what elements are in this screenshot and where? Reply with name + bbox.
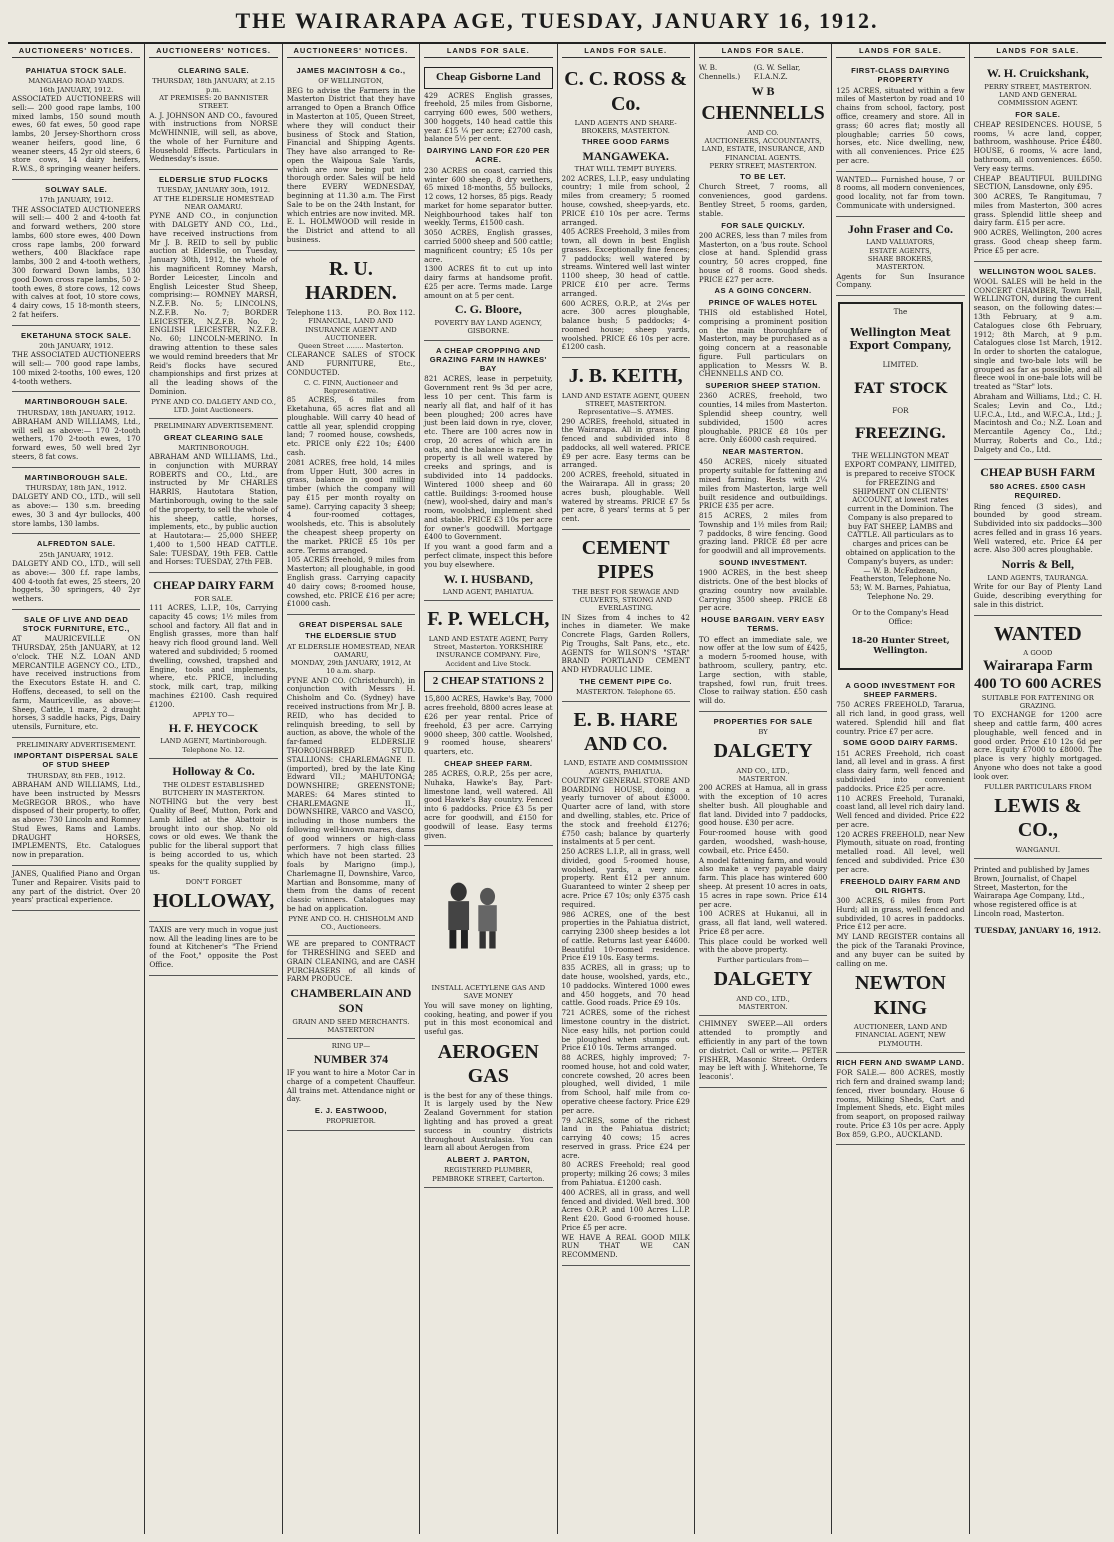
fraser-ad (836, 217, 964, 296)
ad-subtitle: SUPERIOR SHEEP STATION. (705, 381, 821, 391)
ad-body: TAXIS are very much in vogue just now. All the leading lines are to be found at Kitchener's "The Friend of the Foot," opposite the Post Office. (149, 924, 278, 969)
ad-subtitle: FOR SALE QUICKLY. (721, 220, 805, 230)
cruickshank-ad (974, 61, 1102, 261)
ad-place: AT THE ELDERSLIE HOMESTEAD NEAR OAMARU. (153, 194, 274, 212)
ad-subtitle: GRAIN AND SEED MERCHANTS. (292, 1017, 410, 1026)
ad-note: MY LAND REGISTER contains all the pick of the Taranaki Province, and any buyer can be suited by calling on me. (836, 932, 965, 968)
column-header: AUCTIONEERS' NOTICES. (149, 46, 277, 58)
ad-body: THE WELLINGTON MEAT EXPORT COMPANY, LIMITED, is prepared to receive STOCK for FREEZING and SHIPMENT ON CLIENTS' ACCOUNT, at lowest rates current in the Dominion. The Company is also prepared to buy FAT SHEEP, LAMBS and CATTLE. All particulars as to charges and prices can be obtained on application to the Company's buyers, as under:— W. B. McFadzean, Featherston, Telephone No. 53; W. M. Barnes, Pahiatua, Telephone No. 29. (844, 451, 957, 601)
column-header: AUCTIONEERS' NOTICES. (12, 46, 140, 58)
telephone: Telephone No. 12. (182, 745, 245, 754)
listing: 125 ACRES, situated within a few miles of Masterton by road and 10 chains from school, factory, post office, creamery and store. All in grass; 60 acres flat; mostly all ploughable; carries 50 cows, horses, etc. Nice dwelling, new, with all conveniences. Price £25 per acre. (836, 85, 965, 165)
ad-date: 17th JANUARY, 1912. (39, 196, 114, 205)
listing: 230 ACRES on coast, carried this winter 600 sheep, 8 dry wethers, 65 mixed 18-months, 55 bullocks, 12 cows, 12 horses, 85 pigs. Ready market for home separator butter. Neighbourhood takes half ton weekly. Terms, £1500 cash. (424, 165, 553, 228)
acres-range: 400 TO 600 ACRES (974, 676, 1102, 693)
alfredton-sale-ad (12, 534, 140, 609)
wanted-house-ad (836, 172, 964, 217)
ad-body: is the best for any of these things. It is largely used by the New Zealand Government for station lighting and has proved a great success in country districts throughout Australasia. You can learn all about Aerogen from (424, 1090, 553, 1153)
agent-place: WANGANUI. (1015, 845, 1060, 854)
furniture-sale-ad (12, 610, 140, 738)
pahiatua-stock-sale-ad (12, 61, 140, 180)
listing: 15,800 ACRES, Hawke's Bay, 7000 acres freehold, 8800 acres lease at £26 per year rental. Price of freehold, £3 per acre. Carrying 9000 sheep, 300 cattle. Woolshed, 9 roomed house, shearers' quarters, etc. (424, 694, 553, 757)
ad-place: AT ELDERSLIE HOMESTEAD, NEAR OAMARU, (286, 642, 416, 659)
ad-body: ABRAHAM AND WILLIAMS, Ltd., will sell as above:— 170 2-tooth wethers, 170 2-tooth ewes, 170 forward ewes, 50 well bred 2yr steers, 8 fat cows. (12, 416, 141, 461)
agent-sub: LAND VALUATORS, (866, 238, 935, 247)
listing: 835 ACRES, all in grass; up to date house, woolshed, yards, etc., 10 paddocks. Wintered 1000 ewes and 450 hoggets, and 70 head cattle. Good roads. Price £9 10s. (561, 963, 690, 1008)
ad-body: IF you want to hire a Motor Car in charge of a competent Chauffeur. All trains met. Attendance night or day. (286, 1067, 416, 1104)
gisborne-land-ad (424, 61, 552, 341)
head-office-address: 18-20 Hunter Street, Wellington. (851, 634, 950, 656)
ad-note: WE HAVE A REAL GOOD MILK RUN THAT WE CAN RECOMMEND. (561, 1232, 690, 1260)
listing: CHEAP RESIDENCES. HOUSE, 5 rooms, ¼ acre land, copper, bathroom, washhouse. Price £480. HOUSE, 6 rooms, ¼ acre land, bathroom, all conveniences. £650. Very easy terms. (973, 119, 1102, 173)
agent-initials: W B (751, 83, 775, 98)
listing: 750 ACRES FREEHOLD, Tararua, all rich land, in good grass, well watered. Splendid hill and flat country. Price £7 per acre. (836, 700, 965, 736)
ad-subtitle: FOR SALE. (194, 594, 233, 603)
chamberlain-ad (287, 936, 415, 1039)
ad-date: MONDAY, 29th JANUARY, 1912, At 10 a.m. sharp. (290, 659, 412, 676)
ad-body: 111 ACRES, L.I.P., 10s, Carrying capacity 45 cows; 1½ miles from school and factory. All flat and in English grasses, more than half heavy rich flood ground land. Well watered and subdivided; 5 roomed dwelling, cowshed, trapshed and Engine, tools and implements, where, etc. PRICE, including stock, milk cart, trap, milking machines £2100. Cash required £1200. (149, 603, 278, 709)
agent-name: W. H. Cruickshank, (986, 66, 1089, 81)
ad-rep: C. C. FINN, Auctioneer and Representative. (303, 378, 399, 396)
agent-sub: LAND AND ESTATE AGENT, Perry Street, Masterton. YORKSHIRE INSURANCE COMPANY. Fire, Accident and Live Stock. (428, 634, 548, 668)
ad-proprietor: PROPRIETOR. (325, 1117, 376, 1126)
ad-title: FIRST-CLASS DAIRYING PROPERTY (851, 66, 950, 85)
listing: 300 ACRES, 6 miles from Port Hurd; all in grass, well fenced and subdivided, 10 acres in paddocks. Price £12 per acre. (836, 896, 965, 932)
ad-body: DALGETY AND CO., LTD., will sell as above:— 300 f.f. rape lambs, 400 4-tooth fat ewes, 25 steers, 20 hoggets, 30 springers, 40 2yr wethers. (12, 558, 141, 604)
listing: 202 ACRES, L.I.P., easy undulating country; 1 mile from school, 2 miles from creamery; 5 roomed house, cowshed, sheep-yards, etc. PRICE £10 10s per acre. Terms arranged. (561, 173, 690, 227)
ad-place: AT PREMISES: 20 BANNISTER STREET. (159, 93, 268, 111)
freezing-heading: FREEZING. (854, 425, 947, 443)
fuller-label: FULLER PARTICULARS FROM (984, 782, 1092, 791)
masthead: THE WAIRARAPA AGE, TUESDAY, JANUARY 16, 1912. (8, 0, 1106, 44)
agent-co: AND CO. (747, 128, 779, 137)
partner-left: W. B. Chennells.) (698, 63, 741, 81)
ad-subtitle: THE BEST FOR SEWAGE AND CULVERTS, STRONG AND EVERLASTING. (572, 587, 679, 613)
ad-subtitle: FOR SALE. (1015, 109, 1061, 119)
agent-sub: SHARE BROKERS, (867, 254, 934, 263)
agent-name: LEWIS & CO., (994, 794, 1082, 842)
listing: 290 ACRES, freehold, situated in the Wairarapa. All in grass. Ring fenced and subdivided into 8 paddocks, all well watered. PRICE £9 per acre. Easy terms can be arranged. (561, 416, 690, 470)
ad-date: TUESDAY, JANUARY 30th, 1912. (157, 186, 271, 195)
agent-name: W. I. HUSBAND, (443, 571, 533, 586)
ad-body: WOOL SALES will be held in the CONCERT CHAMBER, Town Hall, WELLINGTON, during the current season, on the following dates:— 13th February, at 9 a.m. Catalogues close 6th February, 1912; 8th March, at 9 p.m. Catalogues close 1st March, 1912. In order to shorten the catalogue, single and two-bale lots will be grouped as far as possible, and all fleece wool in one-bale lots will be treated as "Star" lots. (973, 276, 1102, 392)
ad-title: CHEAP DAIRY FARM (153, 578, 275, 593)
listing: 1300 ACRES fit to cut up into dairy farms at handsome profit. £25 per acre. Terms made. Large amount on at 5 per cent. (424, 264, 553, 300)
ad-title: RICH FERN AND SWAMP LAND. (836, 1057, 965, 1067)
column-7 (832, 44, 969, 1534)
listing: 721 ACRES, some of the richest limestone country in the district. Nice easy hills, not portion could be ploughed when stumps out. Price £10 10s. Terms arranged. (561, 1008, 690, 1053)
listing: TO EXCHANGE for 1200 acre sheep and cattle farm, 400 acres ploughable, well fenced and in good order. Price £10 12s 6d per acre. Equity £7000 to £8000. The place is very highly mortgaged. Anyone who does not take a good look over. (973, 710, 1102, 781)
ad-date: 25th JANUARY, 1912. (39, 550, 114, 559)
holloway-butchery-ad (149, 759, 277, 922)
ad-subtitle: FINANCIAL, LAND AND INSURANCE AGENT AND AUCTIONEER. (305, 317, 397, 342)
listing: 2081 ACRES, free hold, 14 miles from Upper Hutt, 300 acres in grass, balance in good milling timber (which the company will pay £15 per month royalty on same). Carrying capacity 3 sheep; 4 four-roomed cottages, woolsheds, etc. This is absolutely the cheapest sheep property on the market. PRICE £5 10s per acre. Terms arranged. (286, 457, 416, 555)
illustration-caption: INSTALL ACETYLENE GAS AND SAVE MONEY (431, 984, 546, 1001)
ring-up: RING UP— (331, 1042, 371, 1051)
ad-body: PYNE AND CO. (Christchurch), in conjunction with Messrs H. Chisholm and Co. (Sydney) have received instructions from Mr J. B. REID, who has decided to relinquish breeding, to sell by auction, as above, the whole of the far-famed ELDERSLIE THOROUGHBRED STUD. STALLIONS: CHARLEMAGNE II. (imported), bred by the late King Edward VII.; MAHUTONGA; DOWNSHIRE; GREENSTONE; MARES: 64 Mares stinted to CHARLEMAGNE II., DOWNSHIRE, VARCO and VASCO, including in those numbers the following well-known mares, dams of good winners or high-class performers. 7 high class fillies which have not been started. 23 foals by Marigno (imp.), Charlemagne II, Downshire, Varco, Martian and Bonsomme, many of them from the dams of recent classic winners. Catalogues may be had on application. (286, 675, 416, 914)
agent-name: Norris & Bell, (1001, 557, 1074, 572)
ad-title: MARTINBOROUGH SALE. (24, 472, 128, 482)
hotel-name: PRINCE OF WALES HOTEL (708, 297, 818, 307)
listing: 1900 ACRES, in the best sheep districts. One of the best blocks of grazing country now available. Carrying 3500 sheep. PRICE £8 per acre. (698, 568, 828, 613)
partner-right: (G. W. Sellar, F.I.A.N.Z. (753, 63, 801, 81)
listing: A model fattening farm, and would also make a very payable dairy farm. This place has wintered 600 sheep. At present 10 acres in oats, 15 acres in rape sown. Price £14 per acre. (698, 855, 828, 909)
footer-date: TUESDAY, JANUARY 16, 1912. (974, 926, 1101, 935)
dairying-property-ad (836, 61, 964, 172)
imprint: Printed and published by James Brown, Journalist, of Chapel Street, Masterton, for the Wairarapa Age Company, Ltd., whose registered office is at Lincoln road, Masterton. (973, 865, 1090, 919)
taxis-ad (149, 922, 277, 976)
column-1 (8, 44, 145, 1534)
head-office-label: Or to the Company's Head Office: (852, 607, 949, 626)
po-box: P.O. Box 112. (367, 307, 416, 317)
ad-title: CHAMBERLAIN AND SON (290, 986, 412, 1015)
ad-title: ALFREDTON SALE. (36, 539, 116, 549)
column-4 (420, 44, 557, 1534)
listing: 88 ACRES, highly improved; 7-roomed house, hot and cold water, concrete cowshed, 20 acres been ploughed, well divided, 1 mile from School, half mile from co-operative cheese factory. Price £29 per acre. (561, 1053, 690, 1115)
ad-subtitle: HOUSE BARGAIN. VERY EASY TERMS. (701, 615, 825, 634)
agent-name: C. C. ROSS & Co. (564, 68, 688, 115)
ad-date: 16th JANUARY, 1912. (39, 85, 114, 94)
ad-title: GREAT CLEARING SALE (163, 432, 264, 442)
ad-title: SOLWAY SALE. (45, 184, 108, 194)
for-label: FOR (892, 405, 909, 415)
harden-ad (287, 251, 415, 615)
listing: 151 ACRES Freehold, rich coast land, all level and in grass. A first class dairy farm, well fenced and subdivided into convenient paddocks. Price £25 per acre. (836, 748, 965, 793)
apply-label: APPLY TO— (192, 710, 235, 719)
ad-subtitle: SOUND INVESTMENT. (718, 557, 808, 567)
agent-name: J. B. KEITH, (568, 365, 683, 388)
ad-subtitle: THE OLDEST ESTABLISHED BUTCHERY IN MASTERTON. (162, 780, 265, 797)
ad-name: E. J. EASTWOOD, (314, 1106, 387, 1116)
farm-heading: Wairarapa Farm (983, 658, 1093, 675)
ross-ad (562, 61, 690, 358)
bush-farm-ad (974, 460, 1102, 615)
ad-body: ASSOCIATED AUCTIONEERS will sell:— 200 good rape lambs, 100 mixed lambs, 150 sound mouth ewes, 60 fat ewes, 50 good rape lambs, 20 Jersey-Shorthorn cross weaner heifers, good line, 6 weaner steers, 45 2yr old steers, 6 store cows, 14 dairy heifers, R.W.S., 8 springing weaner heifers. (12, 93, 141, 174)
listing: TO effect an immediate sale, we now offer at the low sum of £425, a modern 5-roomed house, with bathroom, scullery, pantry, etc. Large section, with stable, trapshed, fowl run, fruit trees. Close to railway station. £50 cash will do. (698, 634, 828, 706)
ad-title: Holloway & Co. (172, 763, 255, 778)
agent-name: John Fraser and Co. (847, 221, 953, 236)
ad-body: CHIMNEY SWEEP.—All orders attended to promptly and efficiently in any part of the town or district. Call or write.— PETER FISHER, Masonic Street. Orders may be left with J. Whitehorne, Te Ieaconis'. (698, 1019, 828, 1082)
ad-title: CEMENT PIPES (581, 536, 670, 584)
listing: Ring fenced (3 sides), and bounded by good stream. Subdivided into six paddocks—300 acres felled and in grass 16 years. Well watered, etc. Price £4 per acre. Also 300 acres ploughable. (973, 501, 1102, 555)
agent-name: C. G. Bloore, (454, 302, 522, 317)
wanted-farm-ad (974, 616, 1102, 859)
listing: 400 ACRES, all in grass, and well fenced and divided. Well bred. 300 Acres O.R.P. and 100 Acres L.I.P. Rent £20. Good 6-roomed house. Price £5 per acre. (561, 1187, 690, 1232)
ad-subtitle: AS A GOING CONCERN. (714, 286, 812, 296)
listing: 2360 ACRES, freehold, two counties, 14 miles from Masterton. Splendid sheep country, well subdivided, 1500 acres ploughable. PRICE £8 10s per acre. Only £6000 cash required. (698, 391, 828, 445)
listing: 85 ACRES, 6 miles from Eketahuna, 65 acres flat and all ploughable. Will carry 40 head of cattle all year, splendid cropping land; 7 roomed house, cowsheds, etc. PRICE only £22 10s; £400 cash. (286, 395, 416, 458)
piano-tuner-ad (12, 866, 140, 911)
fern-swamp-ad (836, 1053, 964, 1146)
wellington-meat-export-ad (838, 302, 962, 670)
listing: 815 ACRES, 2 miles from Township and 1½ miles from Rail; 7 paddocks, 8 wire fencing. Good grazing land. PRICE £8 per acre for goodwill and all improvements. (698, 511, 828, 556)
ad-by: BY (758, 728, 768, 737)
dont-forget: DON'T FORGET (185, 878, 242, 887)
ad-note: Agents for Sun Insurance Company. (836, 271, 965, 290)
ad-subtitle: TO BE LET. (740, 172, 786, 182)
column-3 (283, 44, 420, 1534)
chennells-ad (699, 61, 827, 712)
listing: 200 ACRES at Hamua, all in grass with the exception of 10 acres shelter bush. All ploughable and flat land. Divided into 7 paddocks, good house. £30 per acre. (698, 783, 828, 828)
agent-name: E. B. HARE AND CO. (573, 708, 678, 755)
agent-sub: AUCTIONEER, LAND AND FINANCIAL AGENT, NEW PLYMOUTH. (853, 1023, 948, 1048)
listing: 429 ACRES English grasses, freehold, 25 miles from Gisborne, carrying 600 ewes, 500 wethers, 300 hoggets, 140 head cattle this year. £15 ¼ per acre; £2700 cash, balance 5½ per cent. (424, 90, 553, 144)
phone-number: NUMBER 374 (313, 1052, 389, 1067)
listing: 986 ACRES, one of the best properties in the Pahiatua district, carrying 2300 sheep besides a lot of cattle. Returns last year £4600. Beautiful 10-roomed residence. Price £19 10s. Easy terms. (561, 909, 690, 963)
wanted-heading: WANTED (993, 622, 1082, 645)
listing: THIS old established Hotel, comprising a prominent position on the main thoroughfare of Masterton, may be purchased as a going concern at a reasonable figure. Full particulars on application to Messrs W. B. CHENNELLS AND CO. (698, 307, 828, 379)
aerogen-illustration (424, 855, 540, 975)
partners-row (699, 64, 827, 82)
telephone: Telephone 113. (286, 307, 343, 317)
agent-name: DALGETY (713, 740, 813, 763)
ad-place: MASTERTON (327, 1025, 375, 1034)
newton-king-ad (836, 676, 964, 1053)
listing: 300 ACRES, Te Rangitumau, 7 miles from Masterton, 300 acres grass. Splendid little sheep and dairy farm. £15 per acre. (973, 192, 1102, 228)
ad-subtitle: FREEHOLD DAIRY FARM AND OIL RIGHTS. (840, 876, 961, 895)
ad-signature: PYNE AND CO. H. CHISHOLM AND CO., Auctioneers. (288, 914, 414, 932)
agent-place: MASTERTON. (738, 775, 788, 784)
ad-body: You will save money on lighting, cooking, heating, and power if you put in this most economical and useful gas. (424, 1000, 553, 1037)
agent-name: H. F. HEYCOCK (168, 720, 259, 735)
aerogen-gas-ad (424, 846, 552, 1188)
ad-body: BEG to advise the Farmers in the Masterton District that they have arranged to Open a Branch Office in Masterton at 105, Queen Street, where they will conduct their business of Stock and Station, Financial and Shipping Agents. They have also arranged to Re-open the Waipoua Sale Yards, which are now being put into thorough order. Sales will be held there EVERY WEDNESDAY, beginning at 11.30 a.m. The First Sale to be on the 24th Instant, for which entries are now invited. MR. E. L. HOLMWOOD will reside in the District and attend to all business. (286, 85, 416, 244)
a-good-label: A GOOD (1023, 648, 1053, 657)
listing: 600 ACRES, O.R.P., at 2¼s per acre. 300 acres ploughable, balance bush; 5 paddocks; 4-roomed house; sheep yards, woolshed. PRICE £6 10s per acre. £1200 cash. (561, 298, 690, 352)
agent-place: MASTERTON. (738, 1003, 788, 1012)
ad-subtitle: DAIRYING LAND FOR £20 PER ACRE. (426, 146, 550, 165)
stud-dispersal-ad (12, 738, 140, 866)
column-header: LANDS FOR SALE. (836, 46, 964, 58)
agent-place: MASTERTON. (876, 263, 925, 272)
ad-title: CLEARING SALE. (177, 66, 250, 76)
ad-title: Cheap Gisborne Land (424, 67, 552, 88)
ad-title: CHEAP BUSH FARM (980, 465, 1096, 480)
listing: 285 ACRES, O.R.P., 25s per acre, Nuhaka, Hawke's Bay, Part-limestone land, well watered. All good Hawke's Bay country. Fenced into 6 paddocks. Price £3 5s per acre for goodwill, and £150 for goodwill of lease. Easy terms given. (424, 769, 553, 840)
ad-body: JANES, Qualified Piano and Organ Tuner and Repairer. Visits paid to any part of the district. Over 20 years' practical experience. (12, 869, 141, 905)
company-name: Wellington Meat Export Company, (849, 325, 952, 353)
ad-title: THREE GOOD FARMS (581, 137, 670, 147)
ad-date: 20th JANUARY, 1912. (39, 341, 114, 350)
agent-sub: POVERTY BAY LAND AGENCY, GISBORNE. (434, 319, 543, 336)
eketahuna-sale-ad (12, 326, 140, 393)
ad-title: A CHEAP CROPPING AND GRAZING FARM IN HAWKES' BAY (429, 345, 547, 374)
clearing-sale-ad (149, 61, 277, 170)
great-clearing-sale-ad (149, 419, 277, 573)
keith-ad (562, 358, 690, 530)
ad-body: IN Sizes from 4 inches to 42 inches in diameter. We make Concrete Flags, Garden Rollers, Pig Troughs, Salt Pans, etc., etc. AGENTS for WILSON'S "STAR" BRAND PORTLAND CEMENT AND HYDRAULIC LIME. (561, 612, 690, 675)
holloway-banner: HOLLOWAY, (152, 890, 275, 913)
ad-title: SALE OF LIVE AND DEAD STOCK FURNITURE, ETC., (22, 614, 130, 634)
listing: 900 ACRES, Wellington, 200 acres grass. Good cheap sheep farm. Price £5 per acre. (973, 228, 1102, 255)
ad-title: PROPERTIES FOR SALE (713, 716, 813, 726)
column-header: LANDS FOR SALE. (974, 46, 1102, 58)
ad-title: WELLINGTON WOOL SALES. (979, 266, 1097, 276)
listing: FOR SALE.— 800 ACRES, mostly rich fern and drained swamp land; fenced, river boundary. House 6 rooms, Milking Sheds, Cart and Implement Sheds, etc. Eight miles from seaport, on proposed railway route. Price £3 10s per acre. Apply Box 859, G.P.O., AUCKLAND. (836, 1068, 965, 1139)
ad-body: NOTHING but the very best Quality of Beef, Mutton, Pork and Lamb killed at the Abattoir is brought into our shop. No old cows or old ewes. We thank the public for the liberal support that is being accorded to us, which speaks for the quality supplied by us. (149, 797, 278, 877)
ad-signature: PYNE AND CO. DALGETY AND CO., LTD. Joint Auctioneers. (151, 397, 277, 414)
column-header: LANDS FOR SALE. (424, 46, 552, 58)
ad-title: A GOOD INVESTMENT FOR SHEEP FARMERS. (845, 680, 956, 700)
listing: COUNTRY GENERAL STORE AND BOARDING HOUSE, doing a yearly turnover of about £3000. Quarter acre of land, with store and dwelling, stables, etc. Price of the stock and freehold £1276; £750 cash; balance by quarterly instalments at 5 per cent. (561, 775, 690, 847)
listing: 80 ACRES Freehold; real good property; milking 26 cows; 3 miles from Pahiatua. £1200 cash. (561, 1160, 690, 1187)
martinborough-sale-ad (12, 392, 140, 467)
ad-subtitle: OF WELLINGTON, (318, 77, 384, 86)
column-2 (145, 44, 282, 1534)
elderslie-stud-flocks-ad (149, 170, 277, 419)
ad-title: GREAT DISPERSAL SALE (299, 620, 403, 630)
column-header: LANDS FOR SALE. (699, 46, 827, 58)
cement-pipes-ad (562, 530, 690, 702)
column-5 (558, 44, 695, 1534)
agent-sub: LAND AND ESTATE AGENT, QUEEN STREET, MASTERTON. Representative—S. AYMES. (561, 391, 690, 417)
newspaper-page (8, 44, 1106, 1534)
ad-body: PYNE AND CO., in conjunction with DALGETY AND CO., Ltd., have received instructions from Mr J. B. REID to sell by public auction at Elderslie, on Tuesday, January 30th, 1912, the whole of his magnificent Romney Marsh, Border Leicester, Lincoln and English Leicester Stud Sheep, comprising:— ROMNEY MARSH, N.Z.F.B. No. 5; LINCOLNS, N.Z.F.B. No. 7; BORDER LEICESTER, N.Z.F.B. No. 2; ENGLISH LEICESTER, N.Z.F.B. No. 60; LINCOLN-MERINO. In drawing attention to these sales we would remind breeders that Mr Reid's flocks have secured championships and first prizes at all the leading shows of the Dominion. (149, 211, 278, 396)
ad-title: AEROGEN GAS (437, 1040, 539, 1088)
agent-sub: LAND AGENT, Martinborough. (160, 737, 267, 746)
agent-sub: LAND AGENT, PAHIATUA. (442, 588, 534, 597)
ad-body: AT MAURICEVILLE ON THURSDAY, 25th JANUARY, at 12 o'clock. THE N.Z. LOAN AND MERCANTILE AGENCY CO., LTD., have received instructions from the Executors Estate H. and C. Hoffens, deceased, to sell on the farm, Mauriceville, as above:— Sheep, Cattle, 1 mare, 2 draught horses, 3 saddle hacks, Pigs, Dairy utensils, Furniture, etc. (12, 634, 141, 732)
agent-name: F. P. WELCH, (427, 608, 550, 631)
ad-date: THURSDAY, 8th FEB., 1912. (27, 771, 126, 780)
agent-sub: LAND, ESTATE AND COMMISSION AGENTS, PAHIATUA. (563, 759, 688, 776)
ad-title: JAMES MACINTOSH & Co., (296, 66, 406, 76)
ad-title: MARTINBOROUGH SALE. (24, 397, 128, 407)
ad-body: WE are prepared to CONTRACT for THRESHING and SEED and GRAIN CLEANING, and are CASH PURCHASERS of all kinds of FARM PRODUCE. (286, 939, 416, 984)
ad-signature: Abraham and Williams, Ltd.; C. H. Scales; Levin and Co., Ltd.; U.F.C.A., Ltd., and W.F.C.A., Ltd.; J. Macintosh and Co.; N.Z. Loan and Mercantile Agency Co., Ltd.; Murray, Roberts and Co., Ltd.; Dalgety and Co., Ltd. (973, 391, 1102, 454)
agent-sub: REGISTERED PLUMBER, PEMBROKE STREET, Carterton. (432, 1166, 545, 1183)
column-header: LANDS FOR SALE. (562, 46, 690, 58)
listing: 120 ACRES FREEHOLD, near New Plymouth, situate on road, fronting metalled road. All level, well fenced and subdivided. Price £30 per acre. (836, 829, 965, 874)
listing: 110 ACRES Freehold, Turanaki, coast land, all level rich dairy land. Well fenced and divided. Price £22 per acre. (836, 793, 965, 829)
listing: 100 ACRES at Hukanui, all in grass, all flat land, well watered. Price £8 per acre. (698, 909, 828, 936)
wool-sales-ad (974, 262, 1102, 461)
ad-body: CLEARANCE SALES of STOCK AND FURNITURE, Etc., CONDUCTED. (286, 350, 416, 377)
listing: 105 ACRES freehold, 9 miles from Masterton; all ploughable, in good English grass. Carrying capacity 40 dairy cows; 8-roomed house, cowshed, etc. PRICE £16 per acre; £1000 cash. (286, 555, 416, 609)
listing: 3050 ACRES, English grasses, carried 5000 sheep and 500 cattle; magnificent country; £5 10s per acre. (424, 228, 553, 264)
chimney-sweep-ad (699, 1016, 827, 1087)
contact-row (287, 309, 415, 318)
agent-sub: ESTATE AGENTS, (869, 246, 932, 255)
agent-sub: LAND AND GENERAL COMMISSION AGENT. (997, 91, 1078, 108)
ad-address: Queen Street ........ Masterton. (298, 342, 404, 351)
ad-subtitle: MANGAWEKA. (582, 148, 669, 163)
agent-co: AND CO., LTD., (736, 766, 790, 775)
column-8 (970, 44, 1106, 1534)
ad-body: ABRAHAM AND WILLIAMS, Ltd., in conjunction with MURRAY ROBERTS and CO., Ltd., are instructed by Mr CHARLES HARRIS, Hautotara Station, Martinborough, owing to the sale of the property, to sell the whole of his sheep, cattle, horses, implements, etc., by public auction at Hautotara:— 25,000 SHEEP, 1,400 to 1,500 HEAD CATTLE. Sale: TUESDAY, 19th FEB. Cattle and Horses: TUESDAY, 27th FEB. (149, 452, 278, 567)
company-name: THE CEMENT PIPE Co. (579, 676, 672, 686)
ad-title: IMPORTANT DISPERSAL SALE OF STUD SHEEP (14, 751, 139, 770)
ad-date: THURSDAY, 18th JANUARY, 1912. (17, 408, 136, 417)
ad-body: WANTED— Furnished house, 7 or 8 rooms, all modern conveniences, good locality, not far from town. Communicate with undersigned. (836, 174, 965, 211)
listing: 821 ACRES, lease in perpetuity, Government rent 9s 3d per acre, less 10 per cent. This farm is nearly all flat, and half of it has been ploughed; 200 acres have just been laid down in rye, clover, etc. There are 100 acres now in crop, 20 acres of which are in oats, and the balance is rape. The property is all well watered by creeks and springs, and is subdivided into 14 paddocks. Wintered 1000 sheep and 60 cattle. Buildings: 3-roomed house (new), wool-shed, dairy and man's room, woolshed, implement shed and stable. PRICE £3 10s per acre for owner's goodwill. Mortgage £400 to Government. (424, 374, 553, 542)
ad-prelim: PRELIMINARY ADVERTISEMENT. (153, 422, 274, 431)
ad-title: R. U. HARDEN. (305, 257, 397, 305)
ad-body: ABRAHAM AND WILLIAMS, Ltd., have been instructed by Messrs McGREGOR BROS., who have disposed of their property, to offer, as above: 730 Lincoln and Romney Stud Ewes, Rams and Lambs. DRAUGHT HORSES, IMPLEMENTS, Etc. Catalogues now in preparation. (12, 780, 141, 860)
hawkes-bay-farm-ad (424, 341, 552, 602)
ad-the: The (893, 307, 908, 317)
ad-body: A. J. JOHNSON AND CO., favoured with instructions from NORSE McWHINNIE, will sell, as above, the whole of her Furniture and Household Effects. Particulars in Wednesday's issue. (149, 110, 278, 164)
agent-name: DALGETY (713, 968, 813, 991)
ad-subtitle: MANGAHAO ROAD YARDS. (28, 77, 125, 86)
ad-date: THURSDAY, 18th JANUARY, at 2.15 p.m. (152, 77, 275, 94)
listing: 250 ACRES L.I.P., all in grass, well divided, good 5-roomed house, woolshed, yards, a very nice property. Rent £12 per annum. Guaranteed to winter 2 sheep per acre. Price £7 10s; only £375 cash required. (561, 847, 690, 909)
ad-note: Write for our Bay of Plenty Land Guide, describing everything for sale in this district. (973, 582, 1102, 609)
ad-body: THE ASSOCIATED AUCTIONEERS will sell:— 400 2 and 4-tooth fat and forward wethers, 200 store lambs, 600 store ewes, 400 Down cross rape lambs, 200 forward wethers, 400 Blackface rape lambs, 300 2 and 4-tooth wethers, 300 forward Down lambs, 130 good Down cross rape lambs, 50 2-tooth ewes, 8 store cows, 12 cows with calves at foot, 10 store cows, 4 dairy cows, 15 18-month steers, 2 fat heifers. (12, 204, 141, 319)
ad-note: If you want a good farm and a perfect climate, inspect this before you buy elsewhere. (424, 542, 553, 569)
company-ltd: LIMITED. (882, 360, 919, 370)
listing: 405 ACRES Freehold, 3 miles from town, all down in best English grasses. Exceptionally fine fences; 7 paddocks; well watered by streams. Wintered well last winter 1100 sheep, 30 head of cattle. PRICE £10 per acre. Terms arranged. (561, 227, 690, 298)
agent-sub: LAND AGENTS, TAURANGA. (987, 573, 1089, 582)
listing: CHEAP BEAUTIFUL BUILDING SECTION, Lansdowne, only £95. (973, 173, 1102, 192)
ad-body: THE ASSOCIATED AUCTIONEERS will sell:— 700 good rape lambs, 100 mixed 2-tooths, 100 ewes, 120 4-tooth wethers. (12, 350, 141, 386)
elderslie-dispersal-ad (287, 615, 415, 936)
ad-place: MASTERTON. Telephone 65. (576, 688, 676, 697)
agent-name: NEWTON KING (855, 972, 946, 1019)
ad-subtitle: MARTINBOROUGH. (178, 443, 249, 452)
agent-name: ALBERT J. PARTON, (446, 1155, 530, 1165)
solway-sale-ad (12, 180, 140, 326)
listing: 79 ACRES, some of the richest land in the Pahiatua district; carrying 40 cows; 15 acres reserved in grass. Price £24 per acre. (561, 1115, 690, 1160)
dalgety-properties-ad (699, 712, 827, 1017)
column-header: AUCTIONEERS' NOTICES. (287, 46, 415, 58)
ad-subtitle: 580 ACRES. £500 CASH REQUIRED. (989, 482, 1086, 501)
ad-subtitle: NEAR MASTERTON. (722, 447, 804, 457)
agent-sub: LAND AGENTS AND SHARE-BROKERS, MASTERTON. (574, 118, 677, 136)
ad-subtitle: THE ELDERSLIE STUD (305, 631, 397, 641)
welch-ad (424, 601, 552, 846)
ad-title: 2 CHEAP STATIONS 2 (424, 671, 552, 692)
agent-sub: AUCTIONEERS, ACCOUNTANTS, LAND, ESTATE, INSURANCE, AND FINANCIAL AGENTS. (701, 137, 825, 162)
fat-stock-heading: FAT STOCK (853, 379, 947, 397)
agent-address: PERRY STREET, MASTERTON. (709, 161, 817, 170)
ad-note: This place could be worked well with the above property. (698, 936, 828, 955)
ad-date: THURSDAY, 18th JAN., 1912. (25, 484, 127, 493)
listing: Four-roomed house with good garden, woodshed, wash-house, cowbail, etc. Price £450. (698, 828, 828, 855)
agent-co: AND CO., LTD., (736, 994, 790, 1003)
ad-body: DALGETY AND CO., LTD., will sell as above:— 130 s.m. breeding ewes, 30 3 and 4yr bullocks, 400 store lambs, 130 lambs. (12, 492, 141, 528)
column-6 (695, 44, 832, 1534)
motor-car-ad (287, 1039, 415, 1131)
agent-name: CHENNELLS (701, 102, 825, 125)
ad-subtitle: CHEAP SHEEP FARM. (444, 758, 533, 768)
ad-prelim: PRELIMINARY ADVERTISEMENT. (16, 740, 136, 749)
ad-suitable: SUITABLE FOR FATTENING OR GRAZING. (981, 693, 1094, 711)
ad-title: PAHIATUA STOCK SALE. (25, 66, 127, 76)
cheap-dairy-farm-ad (149, 573, 277, 759)
listing: 200 ACRES, less than 7 miles from Masterton, on a 'bus route. School close at hand. Splendid grass country, 50 acres cropped, fine house of 8 rooms. Good sheds. PRICE £27 per acre. (698, 230, 828, 284)
ad-title: ELDERSLIE STUD FLOCKS (158, 175, 269, 185)
ad-tagline: THAT WILL TEMPT BUYERS. (574, 165, 677, 174)
martinborough-sale-ad-2 (12, 468, 140, 535)
ad-title: EKETAHUNA STOCK SALE. (21, 330, 132, 340)
macintosh-ad (287, 61, 415, 251)
listing: 200 ACRES, freehold, situated in the Wairarapa. All in grass; 20 acres bush, ploughable. Well watered by streams. PRICE £7 5s per acre, 8 years' terms at 5 per cent. (561, 470, 690, 524)
agent-address: PERRY STREET, MASTERTON. (984, 82, 1092, 91)
hare-ad (562, 702, 690, 1267)
listing: 450 ACRES, nicely situated property suitable for fattening and mixed farming. Rests with 2¼ miles from Masterton, large well built residence and outbuildings. PRICE £35 per acre. (698, 457, 828, 511)
listing: Church Street, 7 rooms, all conveniences, good gardens. Bentley Street, 5 rooms, garden, stable. (698, 182, 828, 218)
further-label: Further particulars from— (717, 956, 809, 965)
ad-subtitle: SOME GOOD DAIRY FARMS. (843, 738, 958, 748)
